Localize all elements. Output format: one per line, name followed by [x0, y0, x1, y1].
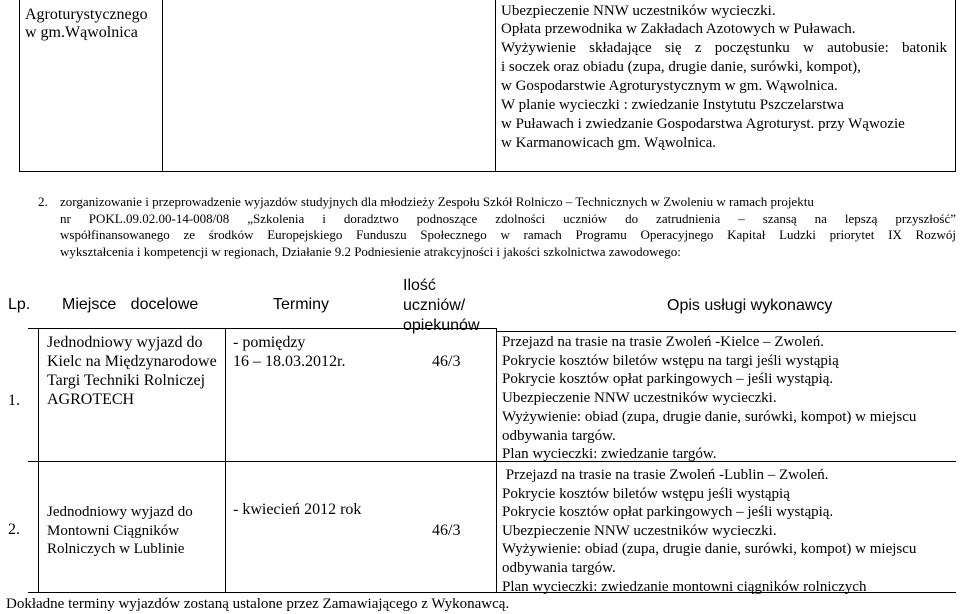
- table-header-separator-desc: [496, 331, 956, 332]
- row1-place-line-1: Jednodniowy wyjazd do: [47, 334, 203, 351]
- header-place: Miejsce docelowe: [62, 296, 199, 313]
- row2-desc: [502, 466, 916, 596]
- top-table-left-border: [19, 0, 20, 172]
- row2-place-line-3: Rolniczych w Lublinie: [47, 541, 185, 557]
- section-number: 2.: [38, 194, 48, 209]
- row1-desc-line-7: Plan wycieczki: zwiedzanie targów.: [502, 446, 717, 463]
- row1-place-line-3: Targi Techniki Rolniczej: [47, 372, 206, 389]
- header-count-line-2: uczniów/: [403, 297, 466, 314]
- top-table-middle-border: [162, 0, 163, 172]
- top-table-inner-border: [495, 0, 496, 172]
- row1-desc-line-4: Ubezpieczenie NNW uczestników wycieczki.: [502, 390, 777, 407]
- row2-desc-line-1: Przejazd na trasie na trasie Zwoleń -Lublin – Zwoleń.: [502, 467, 829, 483]
- row1-place: [47, 333, 217, 409]
- table-col-place-border: [225, 328, 226, 592]
- row1-desc: [502, 333, 916, 464]
- top-table-bottom-border: [19, 171, 956, 172]
- top-place-line-1: Agroturystycznego: [25, 6, 148, 23]
- row1-dates-line-1: - pomiędzy: [233, 334, 306, 351]
- top-detail-line-8: w Karmanowicach gm. Wąwolnica.: [501, 135, 717, 151]
- row2-desc-line-3: Pokrycie kosztów opłat parkingowych – jeśli wystąpią.: [502, 504, 834, 521]
- section-paragraph: [38, 194, 956, 260]
- row2-dates: - kwiecień 2012 rok: [233, 501, 362, 518]
- top-detail-line-1: Ubezpieczenie NNW uczestników wycieczki.: [501, 3, 776, 19]
- top-detail-line-2: Opłata przewodnika w Zakładach Azotowych w Puławach.: [501, 21, 856, 37]
- row1-place-line-2: Kielc na Międzynarodowe: [47, 353, 217, 370]
- row2-place-line-1: Jednodniowy wyjazd do: [47, 504, 193, 520]
- header-dates: Terminy: [273, 296, 330, 313]
- top-detail-line-3: Wyżywienie składające się z poczęstunku w autobusie: batonik: [501, 40, 947, 56]
- row1-desc-line-2: Pokrycie kosztów biletów wstępu na targi jeśli wystąpią: [502, 352, 839, 369]
- header-desc: Opis usługi wykonawcy: [667, 297, 833, 314]
- table-col-count-border: [496, 328, 497, 592]
- row2-desc-line-7: Plan wycieczki: zwiedzanie montowni ciągników rolniczych: [502, 578, 867, 595]
- row1-lp: 1.: [8, 392, 20, 409]
- section-line-1: zorganizowanie i przeprowadzenie wyjazdów studyjnych dla młodzieży Zespołu Szkół Rolniczo – Technicznych w Zwoleniu w ramach projektu: [60, 194, 814, 209]
- row1-desc-line-3: Pokrycie kosztów opłat parkingowych – jeśli wystąpią.: [502, 371, 834, 388]
- top-place-line-2: w gm.Wąwolnica: [25, 24, 138, 41]
- section-line-2: nr POKL.09.02.00-14-008/08 „Szkolenia i doradztwo podnoszące zdolności uczniów do zatrudnienia – szansą na lepszą przyszłość”: [60, 210, 956, 226]
- row1-dates-line-2: 16 – 18.03.2012r.: [233, 353, 346, 370]
- top-detail-line-4: i soczek oraz obiadu (zupa, drugie danie, surówki, kompot),: [501, 59, 861, 75]
- row2-place: [47, 503, 193, 559]
- header-count-line-1: Ilość: [403, 277, 436, 294]
- section-line-4: wykształcenia i kompetencji w regionach, Działanie 9.2 Podniesienie atrakcyjności i jakości szkolnictwa zawodowego:: [60, 243, 681, 259]
- row1-desc-line-5: Wyżywienie: obiad (zupa, drugie danie, surówki, kompot) w miejscu: [502, 408, 917, 425]
- row1-desc-line-6: odbywania targów.: [502, 427, 616, 444]
- header-count-line-3: opiekunów: [403, 317, 480, 334]
- footer-note: Dokładne terminy wyjazdów zostaną ustalone przez Zamawiającego z Wykonawcą.: [6, 596, 510, 612]
- header-lp: Lp.: [8, 296, 31, 313]
- row1-place-line-4: AGROTECH: [47, 391, 135, 408]
- row2-desc-line-6: odbywania targów.: [502, 559, 616, 576]
- row2-desc-line-2: Pokrycie kosztów biletów wstępu jeśli wystąpią: [502, 485, 790, 502]
- top-detail-line-5: w Gospodarstwie Agroturystycznym w gm. Wąwolnica.: [501, 78, 838, 94]
- row2-lp: 2.: [8, 521, 20, 538]
- top-detail-line-7: w Puławach i zwiedzanie Gospodarstwa Agroturyst. przy Wąwozie: [501, 116, 905, 132]
- row2-desc-line-5: Wyżywienie: obiad (zupa, drugie danie, surówki, kompot) w miejscu: [502, 541, 917, 558]
- top-table-right-border: [955, 0, 956, 172]
- row2-count: 46/3: [432, 522, 461, 539]
- top-detail-line-6: W planie wycieczki : zwiedzanie Instytutu Pszczelarstwa: [501, 97, 844, 113]
- row2-desc-line-4: Ubezpieczenie NNW uczestników wycieczki.: [502, 522, 777, 539]
- row1-desc-line-1: Przejazd na trasie na trasie Zwoleń -Kielce – Zwoleń.: [502, 334, 824, 350]
- table-col-lp-border: [38, 328, 39, 592]
- row2-place-line-2: Montowni Ciągników: [47, 522, 180, 539]
- row1-dates: [233, 333, 345, 371]
- row1-count: 46/3: [432, 353, 461, 370]
- section-line-3: współfinansowanego ze środków Europejskiego Funduszu Społecznego w ramach Programu Operacyjnego Kapitał Ludzki priorytet IX Rozwój: [60, 227, 956, 242]
